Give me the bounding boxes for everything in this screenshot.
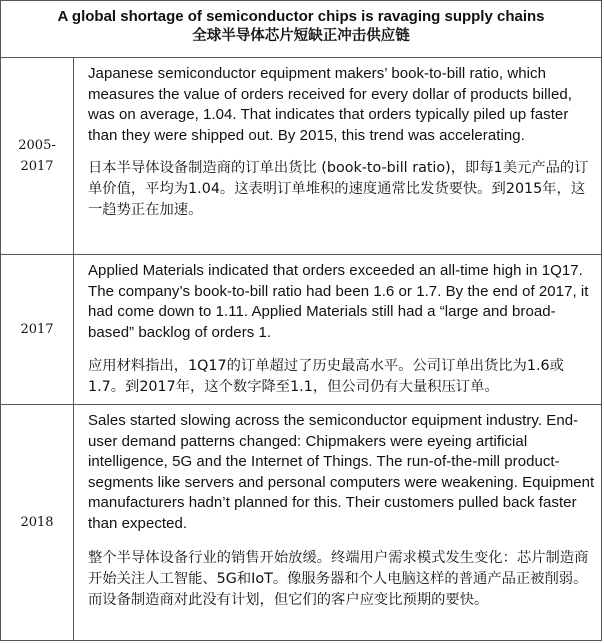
- table-row: [1, 405, 601, 640]
- table-row: [1, 58, 601, 255]
- title-chinese: 全球半导体芯片短缺正冲击供应链: [192, 28, 410, 44]
- description-cell: [74, 58, 601, 254]
- description-english: Japanese semiconductor equipment makers’ book-to-bill ratio, which measures the value of orders received for every dollar of products billed, was on average, 1.04. That indicates that orders typically piled up faster than they were shipped out. By 2015, this trend was accelerating.: [88, 65, 572, 144]
- description-cell: [74, 405, 601, 640]
- year-label: 2018: [20, 515, 54, 530]
- description-chinese: 应用材料指出，1Q17的订单超过了历史最高水平。公司订单出货比为1.6或1.7。到2017年，这个数字降至1.1，但公司仍有大量积压订单。: [88, 358, 564, 395]
- year-label: 2017: [20, 322, 54, 337]
- title-english: A global shortage of semiconductor chips is ravaging supply chains: [57, 8, 545, 25]
- description-chinese: 整个半导体设备行业的销售开始放缓。终端用户需求模式发生变化：芯片制造商开始关注人工智能、5G和IoT。像服务器和个人电脑这样的普通产品正被削弱。而设备制造商对此没有计划，但它们的客户应变比预期的要快。: [88, 550, 589, 608]
- year-cell: [1, 255, 74, 404]
- description-english: Applied Materials indicated that orders exceeded an all-time high in 1Q17. The company’s book-to-bill ratio had been 1.6 or 1.7. By the end of 2017, it had come down to 1.11. Applied Materials still had a “large and broad-based” backlog of orders 1.: [88, 262, 589, 341]
- table-row: [1, 255, 601, 405]
- table-header: [1, 1, 601, 58]
- year-cell: [1, 58, 74, 254]
- year-label: 2005-2017: [18, 138, 56, 174]
- year-cell: [1, 405, 74, 640]
- description-cell: [74, 255, 601, 404]
- description-english: Sales started slowing across the semiconductor equipment industry. End-user demand patterns changed: Chipmakers were eyeing artificial intelligence, 5G and the Internet of Things. The run-of-the-mill product-segments like servers and personal computers were weakening. Equipment manufacturers hadn’t planned for this. Their customers pulled back faster than expected.: [88, 412, 595, 532]
- description-chinese: 日本半导体设备制造商的订单出货比 (book-to-bill ratio)，即每1美元产品的订单价值，平均为1.04。这表明订单堆积的速度通常比发货要快。到2015年，这一趋势正在加速。: [88, 160, 589, 218]
